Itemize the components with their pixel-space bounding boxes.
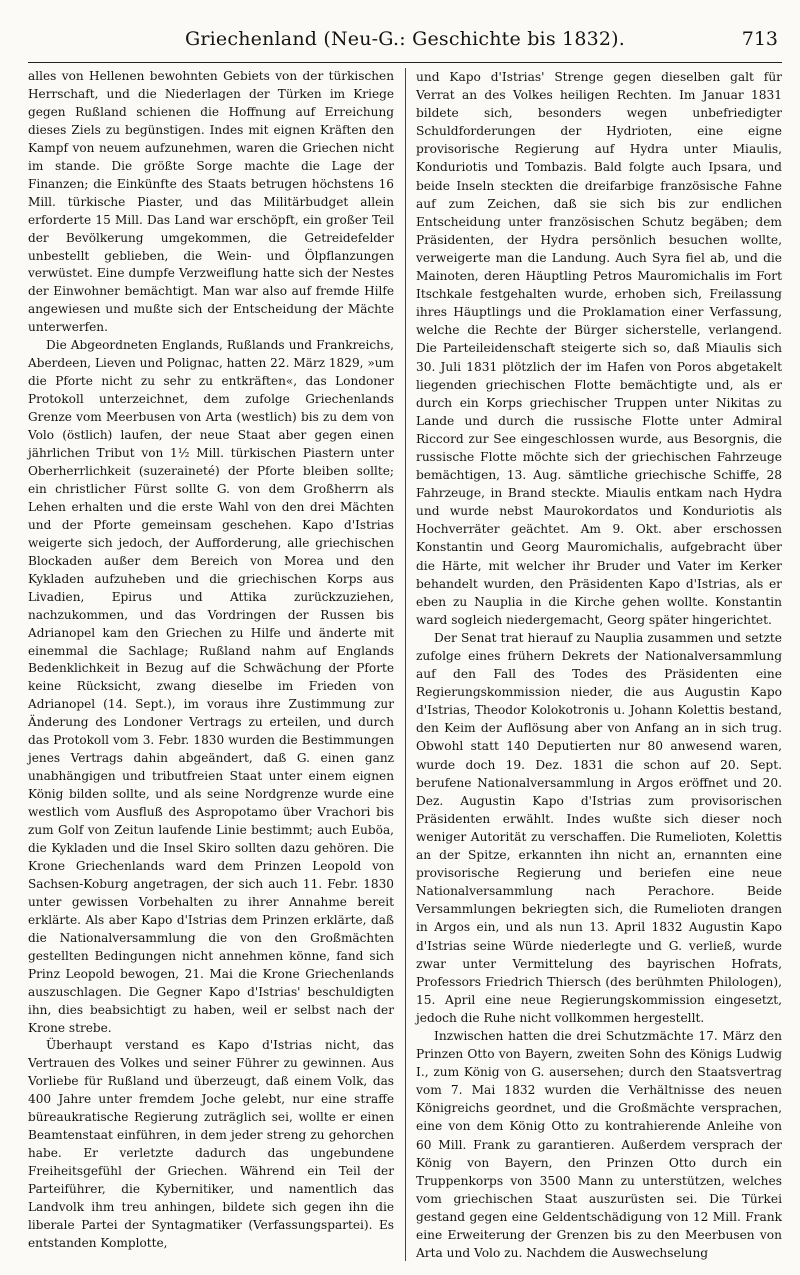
paragraph: und Kapo d'Istrias' Strenge gegen dieselben galt für Verrat an des Volkes heiligen Rechten. Im Januar 1831 bildete sich, besonders wegen unbefriedigter Schuldforderungen der Hydrioten, eine eigne provisorische Regierung auf Hydra unter Miaulis, Konduriotis und Tombazis. Bald folgte auch Ipsara, und beide Inseln steckten die dreifarbige französische Fahne auf zum Zeichen, daß sie sich bis zur endlichen Entscheidung unter französischen Schutz begäben; dem Präsidenten, der Hydra persönlich besuchen wollte, verweigerte man die Landung. Auch Syra fiel ab, und die Mainoten, deren Häuptling Petros Mauromichalis im Fort Itschkale festgehalten wurde, erhoben sich, Freilassung ihres Häuptlings und die Proklamation einer Verfassung, welche die Rechte der Bürger sicherstelle, verlangend. Die Parteileidenschaft steigerte sich so, daß Miaulis sich 30. Juli 1831 plötzlich der im Hafen von Poros abgetakelt liegenden griechischen Flotte bemächtigte und, als er durch ein Korps griechischer Truppen unter Nikitas zu Lande und durch die russische Flotte unter Admiral Riccord zur See eingeschlossen wurde, aus Besorgnis, die russische Flotte möchte sich der griechischen Fahrzeuge bemächtigen, 13. Aug. sämtliche griechische Schiffe, 28 Fahrzeuge, in Brand steckte. Miaulis entkam nach Hydra und wurde nebst Maurokordatos und Konduriotis als Hochverräter geächtet. Am 9. Okt. aber erschossen Konstantin und Georg Mauromichalis, aufgebracht über die Härte, mit welcher ihr Bruder und Vater im Kerker behandelt wurden, den Präsidenten Kapo d'Istrias, als er eben zu Nauplia in die Kirche gehen wollte. Konstantin ward sogleich niedergemacht, Georg später hingerichtet.: [416, 70, 782, 627]
paragraph: Der Senat trat hierauf zu Nauplia zusammen und setzte zufolge eines frühern Dekrets der Nationalversammlung auf den Fall des Todes des Präsidenten eine Regierungskommission nieder, die aus Augustin Kapo d'Istrias, Theodor Kolokotronis u. Johann Kolettis bestand, den Keim der Auflösung aber von Anfang an in sich trug. Obwohl statt 140 Deputierten nur 80 anwesend waren, wurde doch 19. Dez. 1831 die schon auf 20. Sept. berufene Nationalversammlung in Argos eröffnet und 20. Dez. Augustin Kapo d'Istrias zum provisorischen Präsidenten erwählt. Indes wußte sich dieser noch weniger Autorität zu verschaffen. Die Rumelioten, Kolettis an der Spitze, erkannten ihn nicht an, ernannten eine provisorische Regierung und beriefen eine neue Nationalversammlung nach Perachore. Beide Versammlungen bekriegten sich, die Rumelioten drangen in Argos ein, und als nun 13. April 1832 Augustin Kapo d'Istrias seine Würde niederlegte und G. verließ, wurde zwar unter Vermittelung des bayrischen Hofrats, Professors Friedrich Thiersch (des berühmten Philologen), 15. April eine neue Regierungskommission eingesetzt, jedoch die Ruhe nicht vollkommen hergestellt.: [416, 630, 782, 1025]
page-number: 713: [741, 28, 778, 50]
paragraph: Inzwischen hatten die drei Schutzmächte 17. März den Prinzen Otto von Bayern, zweiten Sohn des Königs Ludwig I., zum König von G. ausersehen; durch den Staatsvertrag vom 7. Mai 1832 wurden die Verhältnisse des neuen Königreichs geordnet, und die Großmächte versprachen, eine von dem König Otto zu kontrahierende Anleihe von 60 Mill. Frank zu garantieren. Außerdem versprach der König von Bayern, den Prinzen Otto durch ein Truppenkorps von 3500 Mann zu unterstützen, welches vom griechischen Staat auszurüsten sei. Die Türkei gestand gegen eine Geldentschädigung von 12 Mill. Frank eine Erweiterung der Grenzen bis zu den Meerbusen von Arta und Volo zu. Nachdem die Auswechselung: [416, 1028, 782, 1261]
left-column: [28, 68, 394, 1261]
text-columns: [28, 68, 782, 1261]
running-title: Griechenland (Neu-G.: Geschichte bis 1832).: [184, 28, 626, 50]
page-header: [28, 22, 782, 63]
right-column: [416, 68, 782, 1261]
paragraph: Überhaupt verstand es Kapo d'Istrias nicht, das Vertrauen des Volkes und seiner Führer zu gewinnen. Aus Vorliebe für Rußland und überzeugt, daß einem Volk, das 400 Jahre unter fremdem Joche gelebt, nur eine straffe büreaukratische Regierung zuträglich sei, wollte er einen Beamtenstaat einführen, in dem jeder streng zu gehorchen habe. Er verletzte dadurch das ungebundene Freiheitsgefühl der Griechen. Während ein Teil der Parteiführer, die Kybernitiker, und namentlich das Landvolk ihm treu anhingen, bildete sich gegen ihn die liberale Partei der Syntagmatiker (Verfassungspartei). Es entstanden Komplotte,: [28, 1038, 394, 1250]
column-divider: [405, 68, 406, 1261]
paragraph: Die Abgeordneten Englands, Rußlands und Frankreichs, Aberdeen, Lieven und Polignac, hatten 22. März 1829, »um die Pforte nicht zu sehr zu entkräften«, das Londoner Protokoll unterzeichnet, dem zufolge Griechenlands Grenze vom Meerbusen von Arta (westlich) bis zu dem von Volo (östlich) laufen, der neue Staat aber gegen einen jährlichen Tribut von 1½ Mill. türkischen Piastern unter Oberherrlichkeit (suzeraineté) der Pforte bleiben sollte; ein christlicher Fürst sollte G. von dem Großherrn als Lehen erhalten und die erste Wahl von den drei Mächten und der Pforte gemeinsam geschehen. Kapo d'Istrias weigerte sich jedoch, der Aufforderung, alle griechischen Blockaden außer dem Bereich von Morea und den Kykladen aufzuheben und die griechischen Korps aus Livadien, Epirus und Attika zurückzuziehen, nachzukommen, und das Vordringen der Russen bis Adrianopel kam den Griechen zu Hilfe und änderte mit einemmal die Sachlage; Rußland nahm auf Englands Bedenklichkeit in Bezug auf die Schwächung der Pforte keine Rücksicht, zwang dieselbe im Frieden von Adrianopel (14. Sept.), im voraus ihre Zustimmung zur Änderung des Londoner Vertrags zu erteilen, und durch das Protokoll vom 3. Febr. 1830 wurden die Bestimmungen jenes Vertrags dahin abgeändert, daß G. einen ganz unabhängigen und tributfreien Staat unter einem eignen König bilden sollte, und als seine Nordgrenze wurde eine westlich vom Ausfluß des Aspropotamo über Vrachori bis zum Golf von Zeitun laufende Linie bestimmt; auch Euböa, die Kykladen und die Insel Skiro sollten dazu gehören. Die Krone Griechenlands ward dem Prinzen Leopold von Sachsen-Koburg angetragen, der sich auch 11. Febr. 1830 unter gewissen Vorbehalten zu ihrer Annahme bereit erklärte. Als aber Kapo d'Istrias dem Prinzen erklärte, daß die Nationalversammlung die von den Großmächten gestellten Bedingungen nicht annehmen könne, fand sich Prinz Leopold bewogen, 21. Mai die Krone Griechenlands auszuschlagen. Die Gegner Kapo d'Istrias' beschuldigten ihn, dies beabsichtigt zu haben, weil er selbst nach der Krone strebe.: [28, 338, 394, 1035]
paragraph: alles von Hellenen bewohnten Gebiets von der türkischen Herrschaft, und die Niederlagen der Türken im Kriege gegen Rußland schienen die Hoffnung auf Erreichung dieses Ziels zu begünstigen. Indes mit eignen Kräften den Kampf von neuem aufzunehmen, waren die Griechen nicht im stande. Die größte Sorge machte die Lage der Finanzen; die Einkünfte des Staats betrugen höchstens 16 Mill. türkische Piaster, und das Militärbudget allein erforderte 15 Mill. Das Land war erschöpft, ein großer Teil der Bevölkerung umgekommen, die Getreidefelder unbestellt geblieben, die Wein- und Ölpflanzungen verwüstet. Eine dumpfe Verzweiflung hatte sich der Nestes der Einwohner bemächtigt. Man war also auf fremde Hilfe angewiesen und mußte sich der Entscheidung der Mächte unterwerfen.: [28, 69, 394, 335]
